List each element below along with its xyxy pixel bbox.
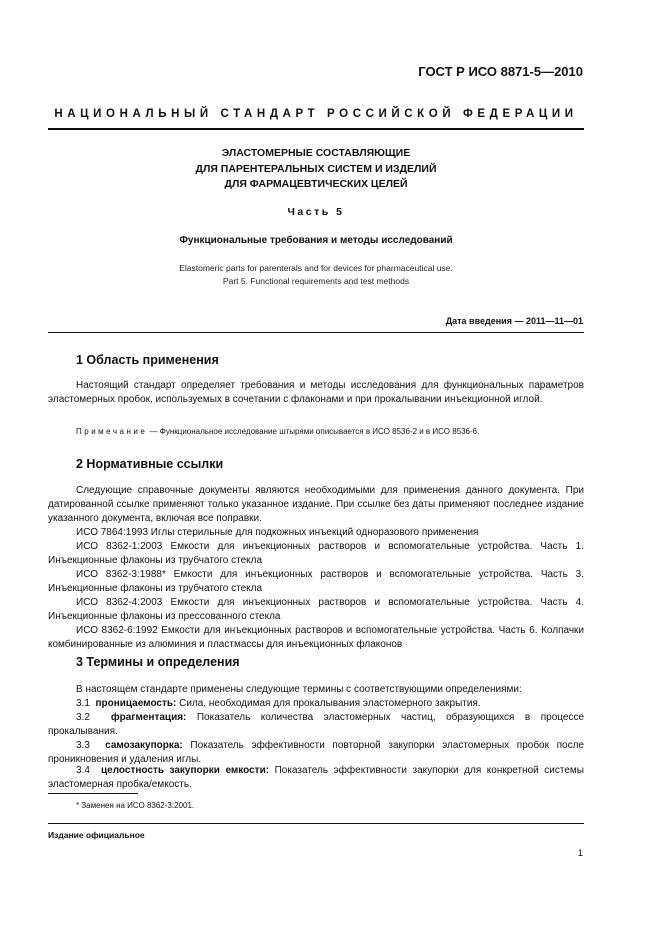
national-standard-banner: НАЦИОНАЛЬНЫЙ СТАНДАРТ РОССИЙСКОЙ ФЕДЕРАЦИИ xyxy=(54,108,578,120)
header-divider xyxy=(48,332,584,333)
footnote: * Заменен на ИСО 8362-3:2001. xyxy=(76,801,195,810)
term-definition: 3.4 целостность закупорки емкости: Показатель эффективности закупорки для конкретной системы эластомерная пробка/емкость. xyxy=(48,765,584,790)
note-text: — Функциональное исследование штырями описывается в ИСО 8536-2 и в ИСО 8536-6. xyxy=(147,427,480,436)
section-1-note xyxy=(76,427,584,436)
term-definition: 3.1 проницаемость: Сила, необходимая для прокалывания эластомерного закрытия. xyxy=(76,698,481,709)
english-title-line-2: Part 5. Functional requirements and test methods xyxy=(222,276,410,286)
page-number: 1 xyxy=(577,848,583,859)
introduction-date: Дата введения — 2011—11—01 xyxy=(445,316,583,326)
section-1-heading: 1 Область применения xyxy=(76,353,219,367)
section-1-paragraph: Настоящий стандарт определяет требования и методы исследования для функциональных параметров эластомерных пробок, используемых в сочетании с флаконами и при прокалывании инъекционной иглой. xyxy=(48,380,584,405)
title-line-3: ДЛЯ ФАРМАЦЕВТИЧЕСКИХ ЦЕЛЕЙ xyxy=(224,178,408,190)
document-subtitle: Функциональные требования и методы исследований xyxy=(179,235,453,246)
section-3-intro: В настоящем стандарте применены следующие термины с соответствующими определениями: xyxy=(76,684,522,695)
term-definition: 3.3 самозакупорка: Показатель эффективности повторной закупорки эластомерных пробок после проникновения и удаления иглы. xyxy=(48,740,584,765)
term: самозакупорка: xyxy=(105,740,183,751)
reference-item: ИСО 8362-3:1988* Емкости для инъекционных растворов и вспомогательные устройства. Часть 3. Инъекционные флаконы из трубчатого стекла xyxy=(48,569,584,594)
note-label: Примечание xyxy=(76,427,148,436)
term: проницаемость: xyxy=(95,698,177,709)
reference-item: ИСО 8362-1:2003 Емкости для инъекционных растворов и вспомогательные устройства. Часть 1. Инъекционные флаконы из трубчатого стекла xyxy=(48,541,584,566)
document-code: ГОСТ Р ИСО 8871-5—2010 xyxy=(418,64,583,79)
title-line-2: ДЛЯ ПАРЕНТЕРАЛЬНЫХ СИСТЕМ И ИЗДЕЛИЙ xyxy=(195,162,437,175)
document-title xyxy=(48,146,584,193)
section-2-paragraph: Следующие справочные документы являются необходимыми для применения данного документа. При датированной ссылке применяют только указанное издание. При ссылке без даты применяют последнее издание указанного документа, включая все поправки. xyxy=(48,485,584,524)
part-label: Часть 5 xyxy=(287,206,345,218)
footnote-divider xyxy=(48,793,138,794)
title-line-1: ЭЛАСТОМЕРНЫЕ СОСТАВЛЯЮЩИЕ xyxy=(221,147,411,159)
edition-label: Издание официальное xyxy=(48,830,145,840)
english-title-line-1: Elastomeric parts for parenterals and for devices for pharmaceutical use. xyxy=(179,263,453,273)
section-3-heading: 3 Термины и определения xyxy=(76,655,240,669)
top-divider xyxy=(48,128,584,130)
english-title xyxy=(48,262,584,288)
reference-item: ИСО 8362-6:1992 Емкости для инъекционных растворов и вспомогательные устройства. Часть 6. Колпачки комбинированные из алюминия и пластмассы для инъекционных флаконов xyxy=(48,625,584,650)
reference-item: ИСО 7864:1993 Иглы стерильные для подкожных инъекций одноразового применения xyxy=(76,527,479,538)
footer-divider xyxy=(48,823,584,824)
section-2-heading: 2 Нормативные ссылки xyxy=(76,457,224,471)
reference-item: ИСО 8362-4:2003 Емкости для инъекционных растворов и вспомогательные устройства. Часть 4. Инъекционные флаконы из прессованного стекла xyxy=(48,597,584,622)
term: фрагментация: xyxy=(110,712,187,723)
term-definition: 3.2 фрагментация: Показатель количества эластомерных частиц, образующихся в процессе прокалывания. xyxy=(48,712,584,737)
term: целостность закупорки емкости: xyxy=(101,765,270,776)
